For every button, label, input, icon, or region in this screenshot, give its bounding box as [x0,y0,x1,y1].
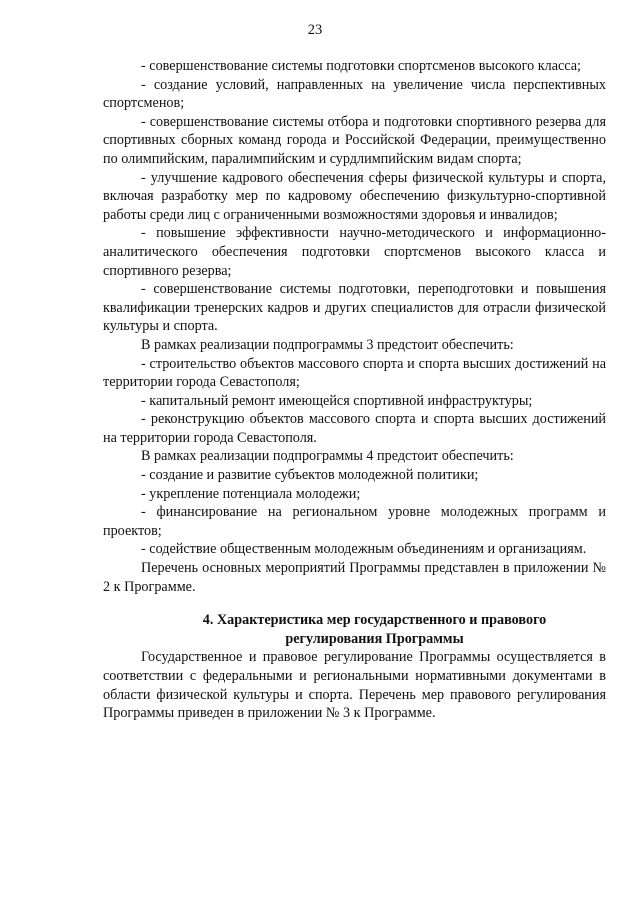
paragraph: Перечень основных мероприятий Программы представлен в приложении № 2 к Программе. [103,560,606,595]
list-item: - реконструкцию объектов массового спорта и спорта высших достижений на территории города Севастополя. [103,411,606,446]
section-heading [103,611,606,648]
list-item: - повышение эффективности научно-методического и информационно-аналитического обеспечения подготовки спортсменов высокого класса и спортивного резерва; [103,225,606,279]
paragraph: В рамках реализации подпрограммы 4 предстоит обеспечить: [141,448,514,465]
list-item: - совершенствование системы подготовки спортсменов высокого класса; [141,58,581,74]
list-item: - создание условий, направленных на увеличение числа перспективных спортсменов; [103,76,606,112]
paragraph: В рамках реализации подпрограммы 3 предстоит обеспечить: [141,336,514,353]
list-item: - укрепление потенциала молодежи; [141,485,361,502]
section-heading-line: регулирования Программы [285,630,464,647]
list-item: - финансирование на региональном уровне молодежных программ и проектов; [103,504,606,539]
document-body [103,57,606,723]
list-item: - строительство объектов массового спорта и спорта высших достижений на территории города Севастополя; [103,355,606,391]
list-item: - улучшение кадрового обеспечения сферы физической культуры и спорта, включая разработку мер по кадровому обеспечению физкультурно-спортивной работы среди лиц с ограниченными возможностями здоровья и инвалидов; [103,169,606,223]
list-item: - создание и развитие субъектов молодежной политики; [141,467,479,484]
list-item: - совершенствование системы отбора и подготовки спортивного резерва для спортивных сборных команд города и Российской Федерации, преимущественно по олимпийским, паралимпийским и сурдлимпийским видам спорта; [103,113,606,167]
list-item: - совершенствование системы подготовки, переподготовки и повышения квалификации тренерских кадров и других специалистов для отрасли физической культуры и спорта. [103,281,606,335]
page-number: 23 [307,22,323,38]
paragraph: Государственное и правовое регулирование Программы осуществляется в соответствии с федеральными и региональными нормативными документами в области физической культуры и спорта. Перечень мер правового регулирования Программы приведен в приложении № 3 к Программе. [103,649,606,722]
list-item: - содействие общественным молодежным объединениям и организациям. [141,541,587,558]
list-item: - капитальный ремонт имеющейся спортивной инфраструктуры; [141,392,533,409]
section-heading-line: 4. Характеристика мер государственного и правового [202,612,547,629]
